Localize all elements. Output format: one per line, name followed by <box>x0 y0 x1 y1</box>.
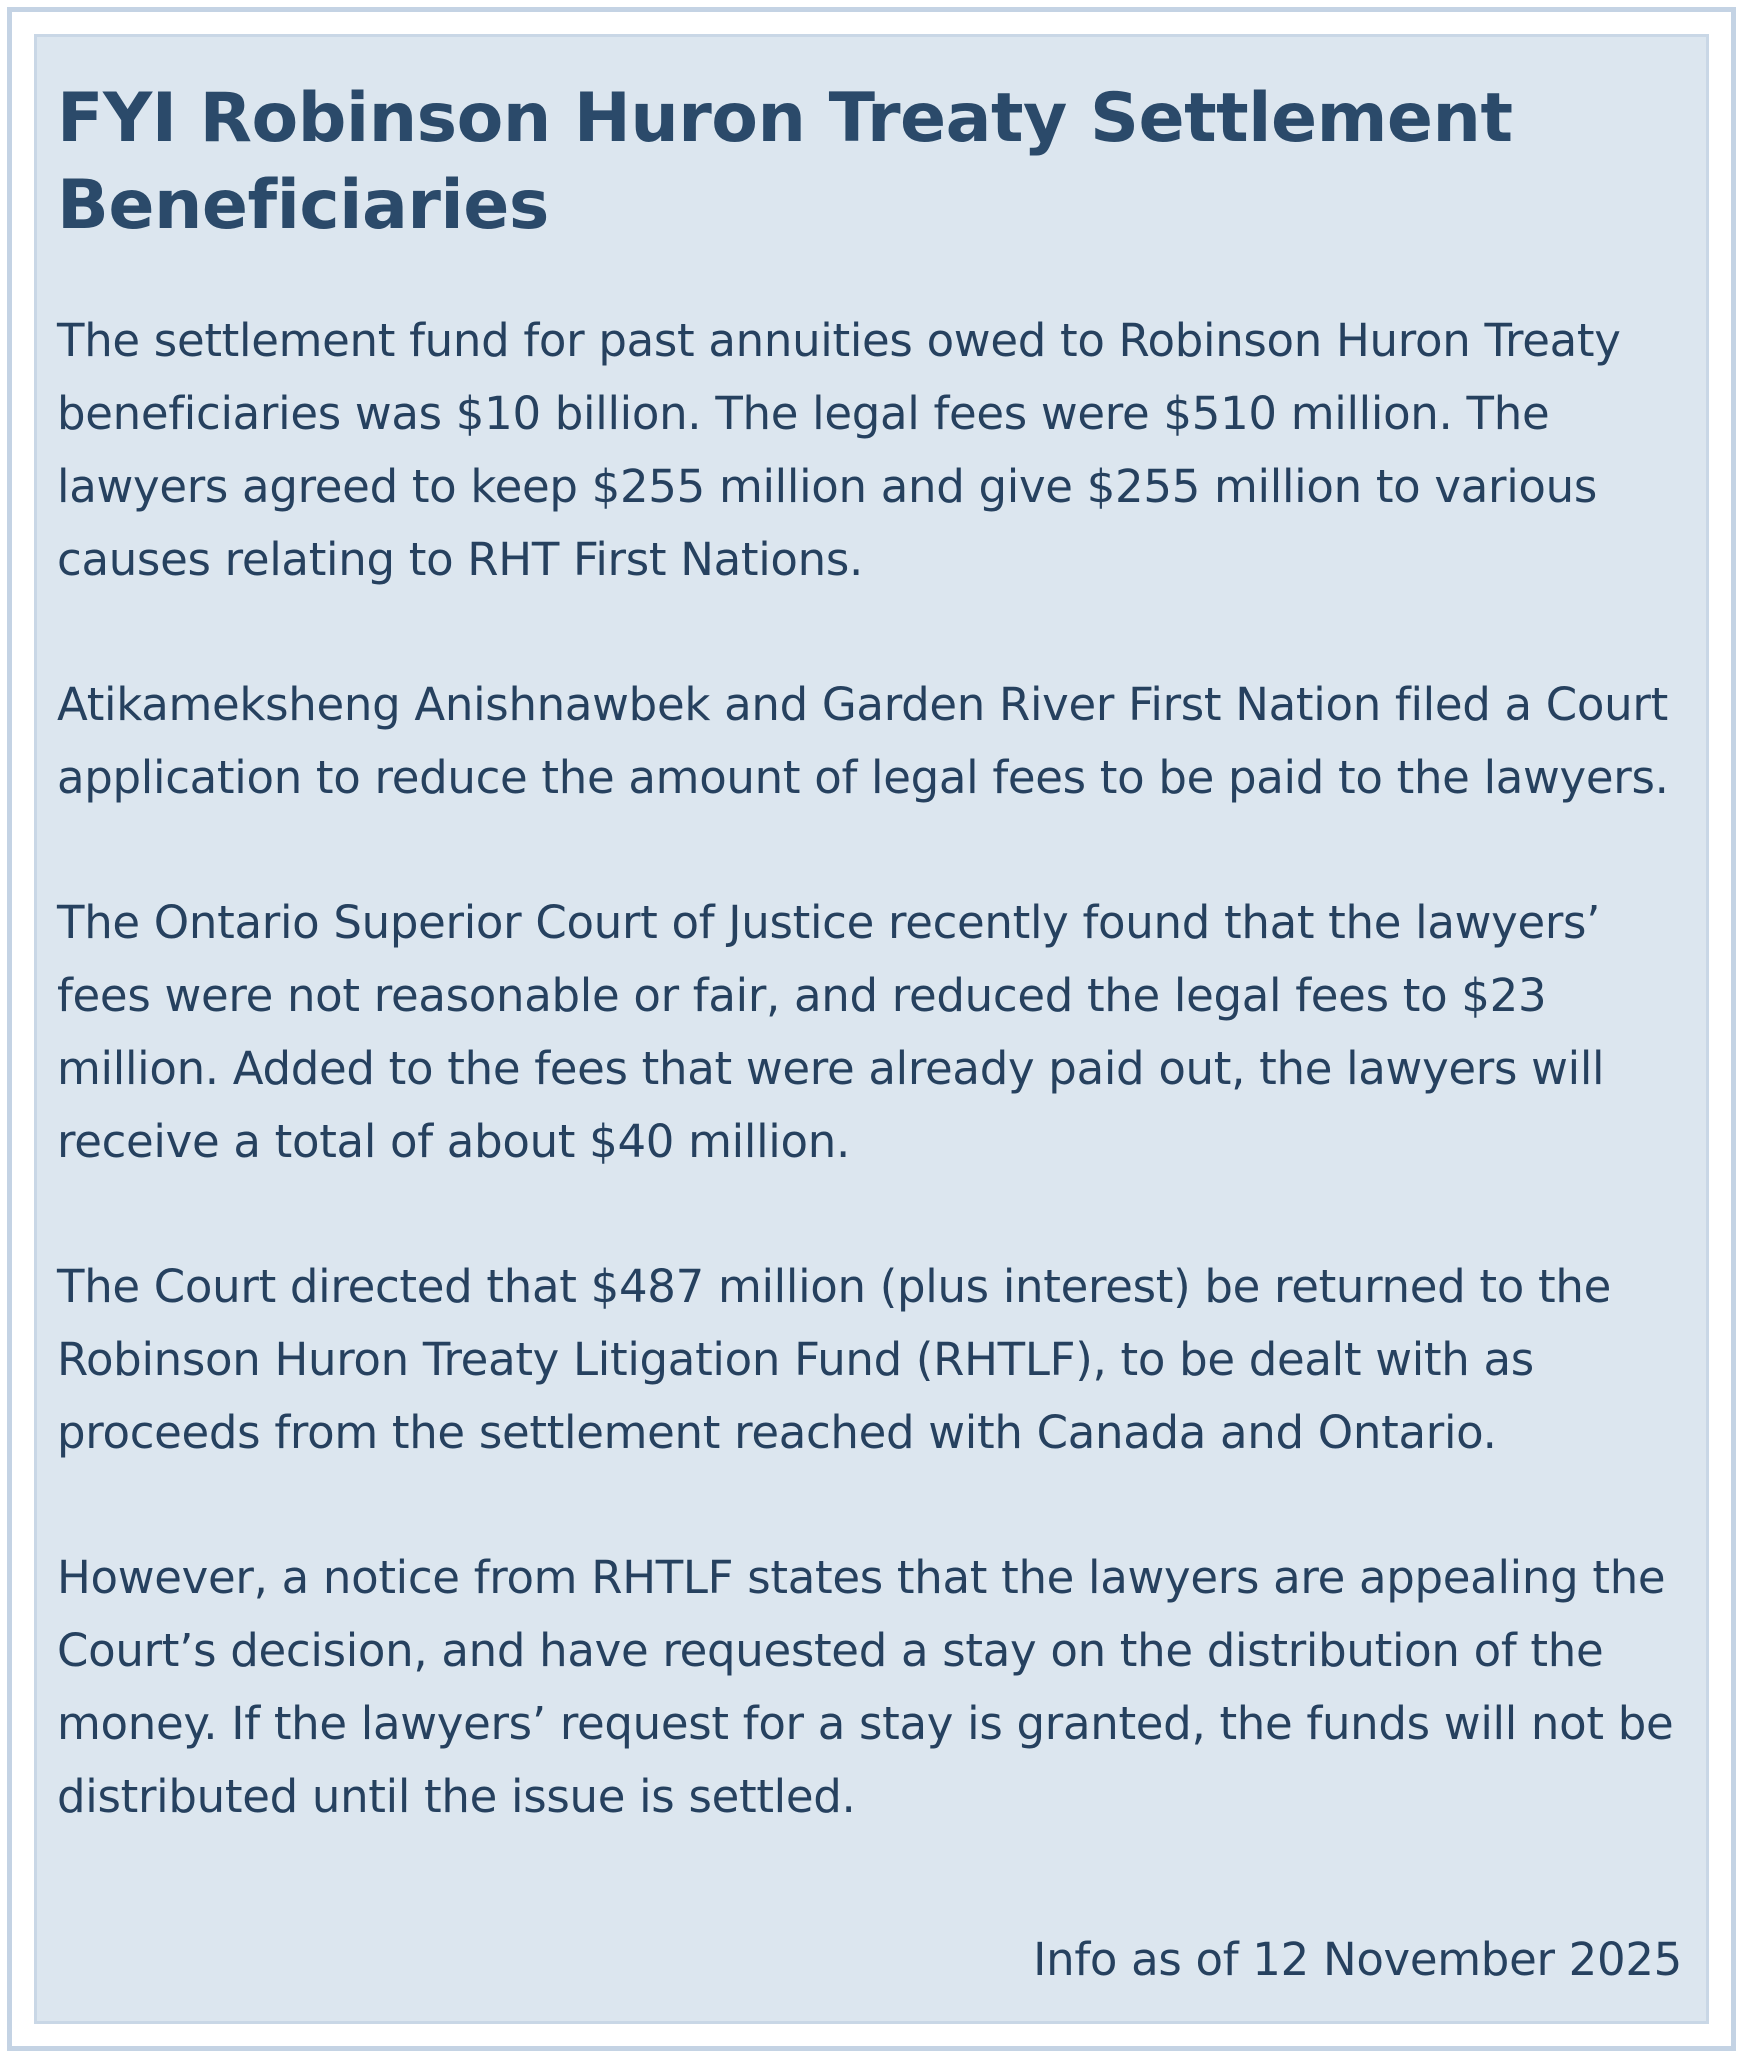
paragraph-court-application: Atikameksheng Anishnawbek and Garden River First Nation filed a Court application to reduce the amount of legal fees to be paid to the lawyers. <box>57 678 1669 804</box>
info-date-footer: Info as of 12 November 2025 <box>1033 1933 1682 1986</box>
paragraph-appeal-notice: However, a notice from RHTLF states that the lawyers are appealing the Court’s decision, and have requested a stay on the distribution of the money. If the lawyers’ request for a stay is granted, the funds will not be distributed until the issue is settled. <box>57 1551 1674 1823</box>
notice-title: FYI Robinson Huron Treaty Settlement Beneficiaries <box>57 79 1513 245</box>
notice-panel <box>34 34 1709 2024</box>
paragraph-court-ruling: The Ontario Superior Court of Justice recently found that the lawyers’ fees were not reasonable or fair, and reduced the legal fees to $23 million. Added to the fees that were already paid out, the lawyers will receive a total of about $40 million. <box>57 896 1605 1168</box>
paragraph-funds-returned: The Court directed that $487 million (plus interest) be returned to the Robinson Huron Treaty Litigation Fund (RHTLF), to be dealt with as proceeds from the settlement reached with Canada and Ontario. <box>57 1260 1611 1459</box>
paragraph-settlement-fund: The settlement fund for past annuities owed to Robinson Huron Treaty beneficiaries was $10 billion. The legal fees were $510 million. The lawyers agreed to keep $255 million and give $255 million to various causes relating to RHT First Nations. <box>57 314 1621 586</box>
